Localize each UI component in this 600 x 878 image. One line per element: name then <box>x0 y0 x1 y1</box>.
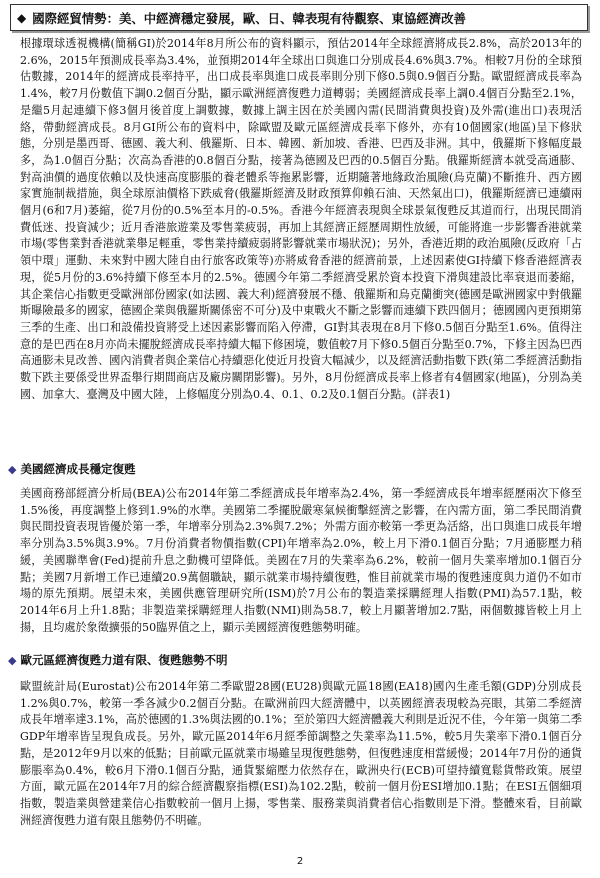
diamond-bullet-icon: ◆ <box>8 462 17 476</box>
page-number: 2 <box>296 856 304 867</box>
subheading-eurozone <box>8 652 227 668</box>
section-title-box <box>10 4 588 31</box>
eurozone-paragraph: 歐盟統計局(Eurostat)公布2014年第二季歐盟28國(EU28)與歐元區18國(EA18)國內生產毛額(GDP)分別成長1.2%與0.7%，較第一季各減少0.2個百分點。在歐洲前四大經濟體中，以英國經濟表現較為亮眼，其第二季經濟成長年增率達3.1%，高於德國的1.3%與法國的0.1%；至於第四大經濟體義大利則是近況不佳，今年第一與第二季GDP年增率皆呈現負成長。另外，歐元區2014年6月經季節調整之失業率為11.5%，較5月失業率下滑0.1個百分點，是2012年9月以來的低點；目前歐元區就業市場雖呈現復甦態勢，但復甦速度相當緩慢；2014年7月份的通貨膨脹率為0.4%，較6月下滑0.1個百分點，通貨緊縮壓力依然存在，歐洲央行(ECB)可望持續寬鬆貨幣政策。展望方面，歐元區在2014年7月的綜合經濟觀察指標(ESI)為102.2點，較前一個月份ESI增加0.1點；在ESI五個細項指數，製造業與營建業信心指數較前一個月上揚，零售業、服務業與消費者信心指數則是下滑。整體來看，目前歐洲經濟復甦力道有限且態勢仍不明確。 <box>20 680 582 827</box>
us-paragraph: 美國商務部經濟分析局(BEA)公布2014年第二季經濟成長年增率為2.4%，第一季經濟成長年增率經歷兩次下修至1.5%後，再度調整上修到1.9%的水準。美國第二季擺脫嚴寒氣候衝擊經濟之影響，在內需方面，第二季民間消費與民間投資表現皆優於第一季，年增率分別為2.3%與7.2%；外需方面亦較第一季更為活絡，出口與進口成長年增率分別為3.5%與3.9%。7月份消費者物價指數(CPI)年增率為2.0%，較上月下滑0.1個百分點；7月通膨壓力稍緩，美國聯準會(Fed)提前升息之動機可望降低。美國在7月的失業率為6.2%，較前一個月失業率增加0.1個百分點；美國7月新增工作已連續20.9萬個職缺，顯示就業市場持續復甦，惟目前就業市場的復甦速度與力道仍不如市場的原先預期。展望未來，美國供應管理研究所(ISM)於7月公布的製造業採購經理人指數(PMI)為57.1點，較2014年6月上升1.8點；非製造業採購經理人指數(NMI)則為58.7，較上月顯著增加2.7點，兩個數據皆較上月上揚，且均處於象徵擴張的50臨界值之上，顯示美國經濟復甦態勢明確。 <box>20 487 582 634</box>
diamond-bullet-icon: ◆ <box>8 653 17 667</box>
section-title: 國際經貿情勢：美、中經濟穩定發展，歐、日、韓表現有待觀察、東協經濟改善 <box>32 10 466 26</box>
subheading-us <box>8 461 135 477</box>
subheading-us-label: 美國經濟成長穩定復甦 <box>20 462 136 476</box>
diamond-icon: ◆ <box>17 10 27 25</box>
intro-paragraph: 根據環球透視機構(簡稱GI)於2014年8月所公布的資料顯示，預估2014年全球經濟將成長2.8%，高於2013年的2.6%，2015年預測成長率為3.4%，並預期2014年全球出口與進口分別成長4.6%與3.7%。相較7月份的全球預估數據，2014年的經濟成長率持平，出口成長率與進口成長率則分別下修0.5與0.9個百分點。歐盟經濟成長率為1.4%，較7月份數值下調0.2個百分點，顯示歐洲經濟復甦力道轉弱；美國經濟成長率上調0.4個百分點至2.1%，是繼5月起連續下修3個月後首度上調數據，數據上調主因在於美國內需(民間消費與投資)及外需(進出口)表現活絡，帶動經濟成長。8月GI所公布的資料中，除歐盟及歐元區經濟成長率下修外，亦有10個國家(地區)呈下修狀態，分別是墨西哥、德國、義大利、俄羅斯、日本、韓國、新加坡、香港、巴西及非洲。其中，俄羅斯下修幅度最多，為1.0個百分點；次高為香港的0.8個百分點，接著為德國及巴西的0.5個百分點。俄羅斯經濟本就受高通膨、對高油價的過度依賴以及快速高度膨脹的養老體系等拖累影響，近期隨著地緣政治風險(烏克蘭)不斷推升、西方國家實施制裁措施，與全球原油價格下跌威脅(俄羅斯經濟及財政預算仰賴石油、天然氣出口)，俄羅斯經濟已連續兩個月(6和7月)萎縮，從7月份的0.5%至本月的-0.5%。香港今年經濟表現與全球景氣復甦反其道而行，出現民間消費低迷、投資減少；近月香港旅遊業及零售業疲弱，再加上其經濟正經歷周期性放緩，可能將進一步影響香港就業市場(零售業對香港就業舉足輕重，零售業持續疲弱將影響就業市場狀況)；另外，香港近期的政治風險(反政府「占領中環」運動、未來對中國大陸自由行旅客政策等)亦將威脅香港的經濟前景，上述因素使GI持續下修香港經濟表現，從5月份的3.6%持續下修至本月的2.5%。德國今年第二季經濟受累於資本投資下滑與建設比率衰退而萎縮，其企業信心指數更受歐洲部份國家(如法國、義大利)經濟發展不穩、俄羅斯和烏克蘭衝突(德國是歐洲國家中對俄羅斯曝險最多的國家，德國企業與俄羅斯關係密不可分)及中東戰火不斷之影響而連續下跌四個月；德國國內更預期第三季的生產、出口和設備投資將受上述因素影響而陷入停滯，GI對其表現在8月下修0.5個百分點至1.6%。值得注意的是巴西在8月亦尚未擺脫經濟成長率持續大幅下修困境，數值較7月下修0.5個百分點至0.7%，下修主因為巴西高通膨未見改善、國內消費者與企業信心持續惡化使近月投資大幅減少，以及經濟活動指數下跌(第二季經濟活動指數下跌主要係受世界盃舉行期間商店及廠房關閉影響)。另外，8月份經濟成長率上修者有4個國家(地區)，分別為美國、加拿大、臺灣及中國大陸，上修幅度分別為0.4、0.1、0.2及0.1個百分點。(詳表1) <box>20 37 582 401</box>
subheading-eurozone-label: 歐元區經濟復甦力道有限、復甦態勢不明 <box>20 653 228 667</box>
